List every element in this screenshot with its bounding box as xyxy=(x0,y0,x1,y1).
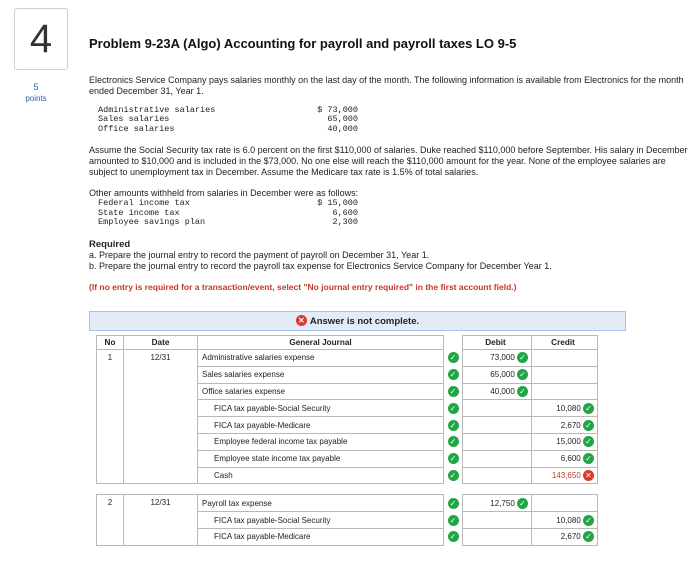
salary-row: Office salaries 40,000 xyxy=(98,123,358,134)
points-label: points xyxy=(25,94,47,103)
credit-field[interactable]: 2,670 ✓ xyxy=(532,528,598,545)
check-circle-icon: ✓ xyxy=(448,420,459,431)
debit-field[interactable] xyxy=(463,450,532,467)
problem-title: Problem 9-23A (Algo) Accounting for payroll and payroll taxes LO 9-5 xyxy=(89,36,517,51)
credit-field[interactable] xyxy=(532,366,598,383)
debit-field[interactable] xyxy=(463,528,532,545)
table-row xyxy=(97,350,598,367)
answer-status-text: Answer is not complete. xyxy=(309,316,420,327)
header-credit: Credit xyxy=(532,336,598,350)
journal-header-row xyxy=(97,336,598,350)
account-field[interactable]: Employee federal income tax payable xyxy=(198,433,444,450)
entry-date[interactable]: 12/31 xyxy=(124,495,198,545)
credit-field[interactable]: 10,080 ✓ xyxy=(532,400,598,417)
points-indicator xyxy=(16,82,56,104)
check-circle-icon: ✓ xyxy=(448,352,459,363)
credit-field[interactable] xyxy=(532,383,598,400)
check-circle-icon: ✓ xyxy=(583,436,594,447)
problem-intro: Electronics Service Company pays salaries monthly on the last day of the month. The following information is available from Electronics for the month ended December 31, Year 1. xyxy=(89,75,684,96)
withheld-list xyxy=(89,199,689,227)
account-field[interactable]: Sales salaries expense xyxy=(198,366,444,383)
withheld-intro: Other amounts withheld from salaries in December were as follows: xyxy=(89,188,359,199)
header-account: General Journal xyxy=(198,336,444,350)
account-field[interactable]: Administrative salaries expense xyxy=(198,350,444,367)
salaries-list xyxy=(89,106,689,134)
entry-number: 2 xyxy=(97,495,124,545)
check-circle-icon: ✓ xyxy=(517,498,528,509)
debit-field[interactable] xyxy=(463,467,532,484)
x-circle-icon: ✕ xyxy=(583,470,594,481)
debit-field[interactable]: 65,000 ✓ xyxy=(463,366,532,383)
check-circle-icon: ✓ xyxy=(517,352,528,363)
account-field[interactable]: FICA tax payable-Medicare xyxy=(198,417,444,434)
header-date: Date xyxy=(124,336,198,350)
problem-content xyxy=(89,36,689,292)
debit-field[interactable] xyxy=(463,512,532,529)
debit-field[interactable] xyxy=(463,400,532,417)
withheld-row: Employee savings plan 2,300 xyxy=(98,217,358,228)
check-circle-icon: ✓ xyxy=(517,369,528,380)
salary-row: Administrative salaries $ 73,000 xyxy=(98,105,358,115)
salary-row: Sales salaries 65,000 xyxy=(98,114,358,125)
check-circle-icon: ✓ xyxy=(448,498,459,509)
check-circle-icon: ✓ xyxy=(448,369,459,380)
debit-field[interactable]: 73,000 ✓ xyxy=(463,350,532,367)
question-number: 4 xyxy=(14,8,68,70)
check-circle-icon: ✓ xyxy=(583,531,594,542)
instruction-note: (If no entry is required for a transaction/event, select "No journal entry required" in the first account field.) xyxy=(89,282,517,293)
header-no: No xyxy=(97,336,124,350)
debit-field[interactable]: 40,000 ✓ xyxy=(463,383,532,400)
account-field[interactable]: Employee state income tax payable xyxy=(198,450,444,467)
account-field[interactable]: FICA tax payable-Medicare xyxy=(198,528,444,545)
debit-field[interactable] xyxy=(463,433,532,450)
problem-assumption: Assume the Social Security tax rate is 6.0 percent on the first $110,000 of salaries. Duke reached $110,000 before September. His salary in December amounted to $10,000 and is included in the $73,000. No one else will reach the $110,000 amount for the year. None of the employee salaries are subject to unemployment tax in December. Assume the Medicare tax rate is 1.5% of total salaries. xyxy=(89,145,688,178)
check-circle-icon: ✓ xyxy=(448,386,459,397)
check-circle-icon: ✓ xyxy=(583,420,594,431)
credit-field[interactable]: 143,650 ✕ xyxy=(532,467,598,484)
points-value: 5 xyxy=(33,82,39,92)
check-circle-icon: ✓ xyxy=(583,453,594,464)
check-circle-icon: ✓ xyxy=(583,515,594,526)
entry-date[interactable]: 12/31 xyxy=(124,350,198,484)
check-circle-icon: ✓ xyxy=(517,386,528,397)
table-row xyxy=(97,495,598,512)
debit-field[interactable]: 12,750 ✓ xyxy=(463,495,532,512)
check-circle-icon: ✓ xyxy=(448,453,459,464)
journal-table xyxy=(96,335,598,546)
account-field[interactable]: Office salaries expense xyxy=(198,383,444,400)
credit-field[interactable]: 6,600 ✓ xyxy=(532,450,598,467)
check-circle-icon: ✓ xyxy=(448,515,459,526)
check-circle-icon: ✓ xyxy=(448,470,459,481)
required-heading: Required xyxy=(89,239,131,251)
account-field[interactable]: Cash xyxy=(198,467,444,484)
check-circle-icon: ✓ xyxy=(448,403,459,414)
account-field[interactable]: Payroll tax expense xyxy=(198,495,444,512)
credit-field[interactable]: 15,000 ✓ xyxy=(532,433,598,450)
required-a: a. Prepare the journal entry to record the payment of payroll on December 31, Year 1. xyxy=(89,250,430,261)
credit-field[interactable]: 2,670 ✓ xyxy=(532,417,598,434)
debit-field[interactable] xyxy=(463,417,532,434)
header-debit: Debit xyxy=(463,336,532,350)
credit-field[interactable] xyxy=(532,495,598,512)
account-field[interactable]: FICA tax payable-Social Security xyxy=(198,400,444,417)
check-circle-icon: ✓ xyxy=(583,403,594,414)
account-field[interactable]: FICA tax payable-Social Security xyxy=(198,512,444,529)
withheld-row: State income tax 6,600 xyxy=(98,207,358,218)
entry-number: 1 xyxy=(97,350,124,484)
withheld-row: Federal income tax $ 15,000 xyxy=(98,198,358,209)
check-circle-icon: ✓ xyxy=(448,531,459,542)
required-b: b. Prepare the journal entry to record the payroll tax expense for Electronics Service Company for December Year 1. xyxy=(89,261,552,272)
credit-field[interactable]: 10,080 ✓ xyxy=(532,512,598,529)
answer-status-bar xyxy=(89,311,626,331)
x-circle-icon: ✕ xyxy=(296,315,307,326)
check-circle-icon: ✓ xyxy=(448,436,459,447)
credit-field[interactable] xyxy=(532,350,598,367)
entry-separator xyxy=(97,484,598,495)
